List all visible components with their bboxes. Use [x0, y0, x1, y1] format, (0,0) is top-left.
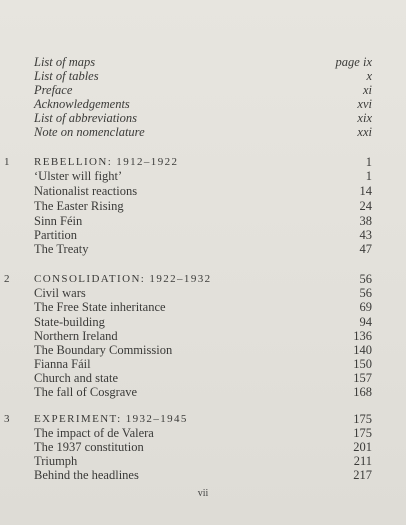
entry-page: 1: [365, 169, 372, 183]
toc-entry: [0, 300, 406, 314]
toc-entry: [0, 111, 406, 125]
entry-page: 150: [353, 357, 372, 371]
toc-entry: [0, 357, 406, 371]
entry-page: xix: [357, 111, 372, 125]
part-number: 2: [4, 273, 10, 285]
toc-entry: [0, 97, 406, 111]
toc-entry: [0, 343, 406, 357]
entry-page: 217: [353, 468, 372, 482]
entry-title: List of tables: [34, 69, 99, 83]
entry-page: 211: [353, 454, 372, 468]
toc-entry: [0, 468, 406, 482]
entry-page: xi: [362, 83, 372, 97]
entry-page: 201: [353, 440, 372, 454]
entry-title: The Boundary Commission: [34, 343, 173, 357]
entry-title: Northern Ireland: [34, 329, 118, 343]
entry-title: Civil wars: [34, 286, 86, 300]
toc-entry: [0, 242, 406, 256]
part-number: 1: [4, 156, 10, 168]
entry-title: Acknowledgements: [34, 97, 130, 111]
entry-page: page ix: [335, 55, 372, 69]
entry-title: ‘Ulster will fight’: [34, 169, 123, 183]
entry-page: 94: [359, 315, 372, 329]
entry-title: Preface: [34, 83, 73, 97]
entry-title: Sinn Féin: [34, 214, 83, 228]
toc-entry: [0, 55, 406, 69]
entry-title: The Easter Rising: [34, 199, 124, 213]
toc-entry: [0, 199, 406, 213]
entry-page: 43: [359, 228, 372, 242]
entry-page: 47: [359, 242, 372, 256]
toc-entry: [0, 169, 406, 183]
entry-page: 157: [353, 371, 372, 385]
entry-page: 175: [353, 412, 372, 426]
entry-page: 56: [359, 272, 372, 286]
part-title: EXPERIMENT: 1932–1945: [34, 413, 188, 425]
entry-page: 175: [353, 426, 372, 440]
entry-page: 38: [359, 214, 372, 228]
part-title: REBELLION: 1912–1922: [34, 156, 179, 168]
part-heading: [0, 412, 406, 426]
entry-title: Partition: [34, 228, 78, 242]
toc-entry: [0, 329, 406, 343]
toc-entry: [0, 440, 406, 454]
entry-title: Church and state: [34, 371, 119, 385]
entry-title: The 1937 constitution: [34, 440, 144, 454]
entry-title: Note on nomenclature: [34, 125, 145, 139]
entry-title: Nationalist reactions: [34, 184, 138, 198]
toc-entry: [0, 228, 406, 242]
toc-entry: [0, 214, 406, 228]
entry-title: The Free State inheritance: [34, 300, 166, 314]
entry-page: xxi: [357, 125, 372, 139]
entry-page: xvi: [357, 97, 372, 111]
part-heading: [0, 272, 406, 286]
entry-page: 136: [353, 329, 372, 343]
toc-entry: [0, 83, 406, 97]
page-folio: vii: [197, 488, 209, 499]
entry-title: The impact of de Valera: [34, 426, 154, 440]
toc-entry: [0, 315, 406, 329]
entry-title: The fall of Cosgrave: [34, 385, 138, 399]
entry-title: Fianna Fáil: [34, 357, 91, 371]
entry-page: 168: [353, 385, 372, 399]
entry-title: Behind the headlines: [34, 468, 139, 482]
toc-entry: [0, 426, 406, 440]
toc-entry: [0, 125, 406, 139]
part-number: 3: [4, 413, 10, 425]
entry-title: Triumph: [34, 454, 78, 468]
toc-entry: [0, 69, 406, 83]
entry-page: 14: [359, 184, 372, 198]
entry-page: 56: [359, 286, 372, 300]
part-title: CONSOLIDATION: 1922–1932: [34, 273, 212, 285]
toc-entry: [0, 371, 406, 385]
entry-page: 140: [353, 343, 372, 357]
toc-entry: [0, 454, 406, 468]
entry-page: 1: [365, 155, 372, 169]
entry-page: 24: [359, 199, 372, 213]
entry-title: State-building: [34, 315, 105, 329]
toc-entry: [0, 286, 406, 300]
entry-title: List of maps: [34, 55, 96, 69]
toc-entry: [0, 385, 406, 399]
entry-page: x: [366, 69, 372, 83]
entry-page: 69: [359, 300, 372, 314]
part-heading: [0, 155, 406, 169]
entry-title: List of abbreviations: [34, 111, 138, 125]
toc-entry: [0, 184, 406, 198]
entry-title: The Treaty: [34, 242, 89, 256]
